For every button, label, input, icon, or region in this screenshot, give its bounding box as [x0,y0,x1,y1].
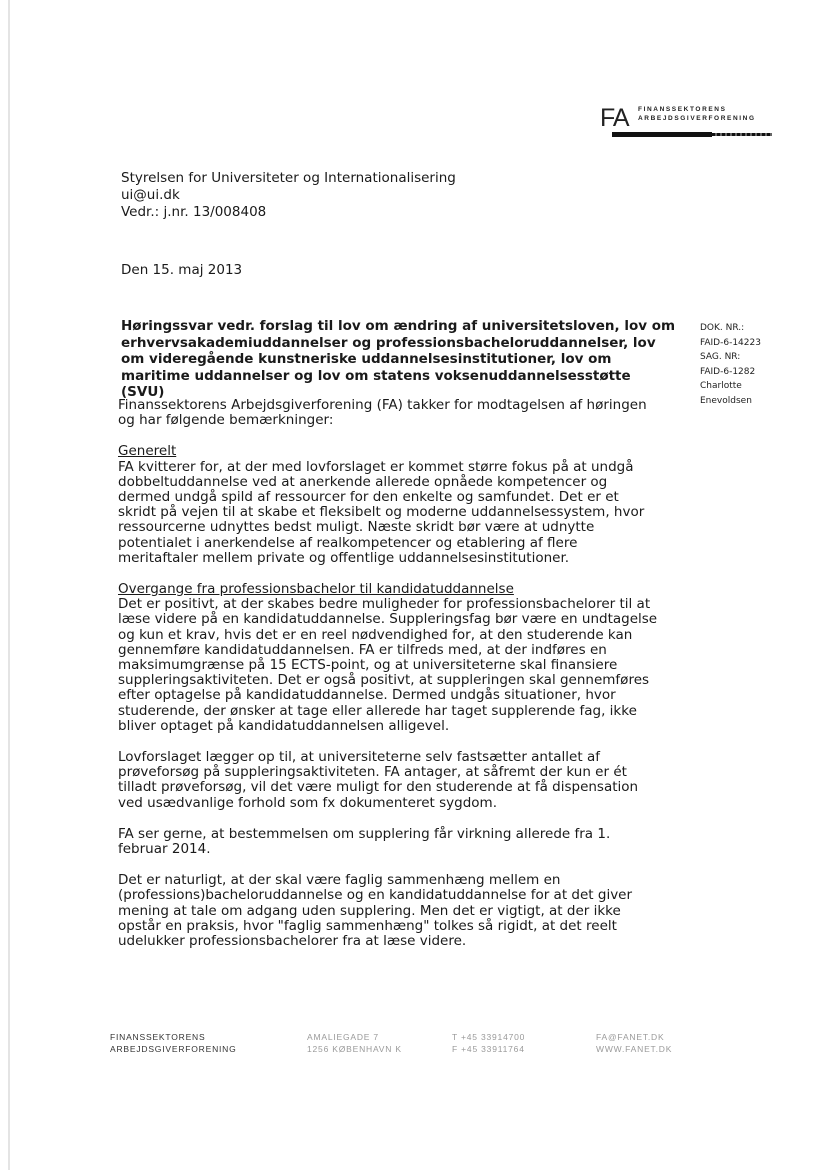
footer-email: FA@FANET.DK [596,1032,665,1042]
logo-name-line1: FINANSSEKTORENS [638,106,727,113]
section-heading-generelt: Generelt [118,443,177,460]
author-first-name: Charlotte [700,381,742,391]
logo-name-line2: ARBEJDSGIVERFORENING [638,115,756,122]
footer-org-line1: FINANSSEKTORENS [110,1032,206,1042]
paragraph-proeveforsoeg: Lovforslaget lægger op til, at universiteterne selv fastsætter antallet af prøveforsøg på suppleringsaktiviteten. FA antager, at såfremt der kun er ét tilladt prøveforsøg, vil det være muligt for den studerende at få dispensation ved usædvanlige forhold som fx dokumenteret sygdom. [118,749,639,811]
dok-label: DOK. NR.: [700,323,745,333]
logo-bar-thick [612,132,712,137]
paragraph-virkning: FA ser gerne, at bestemmelsen om supplering får virkning allerede fra 1. februar 2014. [118,825,611,858]
author-last-name: Enevoldsen [700,395,752,406]
letter-date: Den 15. maj 2013 [121,262,243,278]
footer-web [596,1031,672,1055]
footer-address [307,1031,402,1055]
section-text-overgange: Det er positivt, at der skabes bedre muligheder for professionsbachelorer til at læse videre på en kandidatuddannelse. Suppleringsfag bør være en undtagelse og kun et krav, hvis det er en reel nødvendighed for, at den studerende kan gennemføre kandidatuddannelsen. FA er tilfreds med, at der indføres en maksimumgrænse på 15 ECTS-point, og at universiteterne skal finansiere suppleringsaktiviteten. Det er også positivt, at suppleringen skal gennemføres efter optagelse på kandidatuddannelse. Dermed undgås situationer, hvor studerende, der ønsker at tage eller allerede har taget supplerende fag, ikke bliver optaget på kandidatuddannelsen alligevel. [118,596,658,734]
footer-fax: F +45 33911764 [452,1044,525,1054]
recipient-name: Styrelsen for Universiteter og Internationalisering [121,170,456,186]
letter-body [118,398,658,965]
section-generelt [118,444,658,566]
document-meta [700,321,761,408]
section-heading-overgange: Overgange fra professionsbachelor til kandidatuddannelse [118,581,514,598]
recipient-reference: Vedr.: j.nr. 13/008408 [121,204,267,220]
dok-value: FAID-6-14223 [700,337,761,348]
logo-name [638,105,756,123]
logo-bar [612,132,772,137]
footer-organisation [110,1031,237,1055]
footer-phone-fax [452,1031,525,1055]
section-overgange [118,582,658,734]
intro-paragraph: Finanssektorens Arbejdsgiverforening (FA) takker for modtagelsen af høringen og har følgende bemærkninger: [118,397,647,429]
footer-city: 1256 KØBENHAVN K [307,1044,402,1054]
logo-abbr: FA [600,104,629,132]
footer-website: WWW.FANET.DK [596,1044,673,1054]
logo-bar-thin [712,133,772,136]
fa-logo [600,100,780,146]
recipient-address [121,170,456,221]
sag-label: SAG. NR: [700,352,741,362]
paragraph-faglig-sammenhaeng: Det er naturligt, at der skal være faglig sammenhæng mellem en (professions)bacheloruddannelse og en kandidatuddannelse for at det giver mening at tale om adgang uden supplering. Men det er vigtigt, at der ikke opstår en praksis, hvor "faglig sammenhæng" tolkes så rigidt, at det reelt udelukker professionsbachelorer fra at læse videre. [118,872,633,950]
page-edge [8,0,10,1170]
footer-org-line2: ARBEJDSGIVERFORENING [110,1044,237,1054]
letter-subject: Høringssvar vedr. forslag til lov om ændring af universitetsloven, lov om erhvervsakademiuddannelser og professionsbacheloruddannelser, lov om videregående kunstneriske uddannelsesinstitutioner, lov om maritime uddannelser og lov om statens voksenuddannelsesstøtte (SVU) [121,318,676,400]
sag-value: FAID-6-1282 [700,366,756,377]
footer-phone: T +45 33914700 [452,1032,526,1042]
footer-street: AMALIEGADE 7 [307,1032,379,1042]
section-text-generelt: FA kvitterer for, at der med lovforslaget er kommet større fokus på at undgå dobbeltuddannelse ved at anerkende allerede opnåede kompetencer og dermed undgå spild af ressourcer for den enkelte og samfundet. Det er et skridt på vejen til at skabe et fleksibelt og moderne uddannelsessystem, hvor ressourcerne udnyttes bedst muligt. Næste skridt bør være at udnytte potentialet i anerkendelse af realkompetencer og etablering af flere meritaftaler mellem private og offentlige uddannelsesinstitutioner. [118,458,645,566]
recipient-email: ui@ui.dk [121,187,180,203]
